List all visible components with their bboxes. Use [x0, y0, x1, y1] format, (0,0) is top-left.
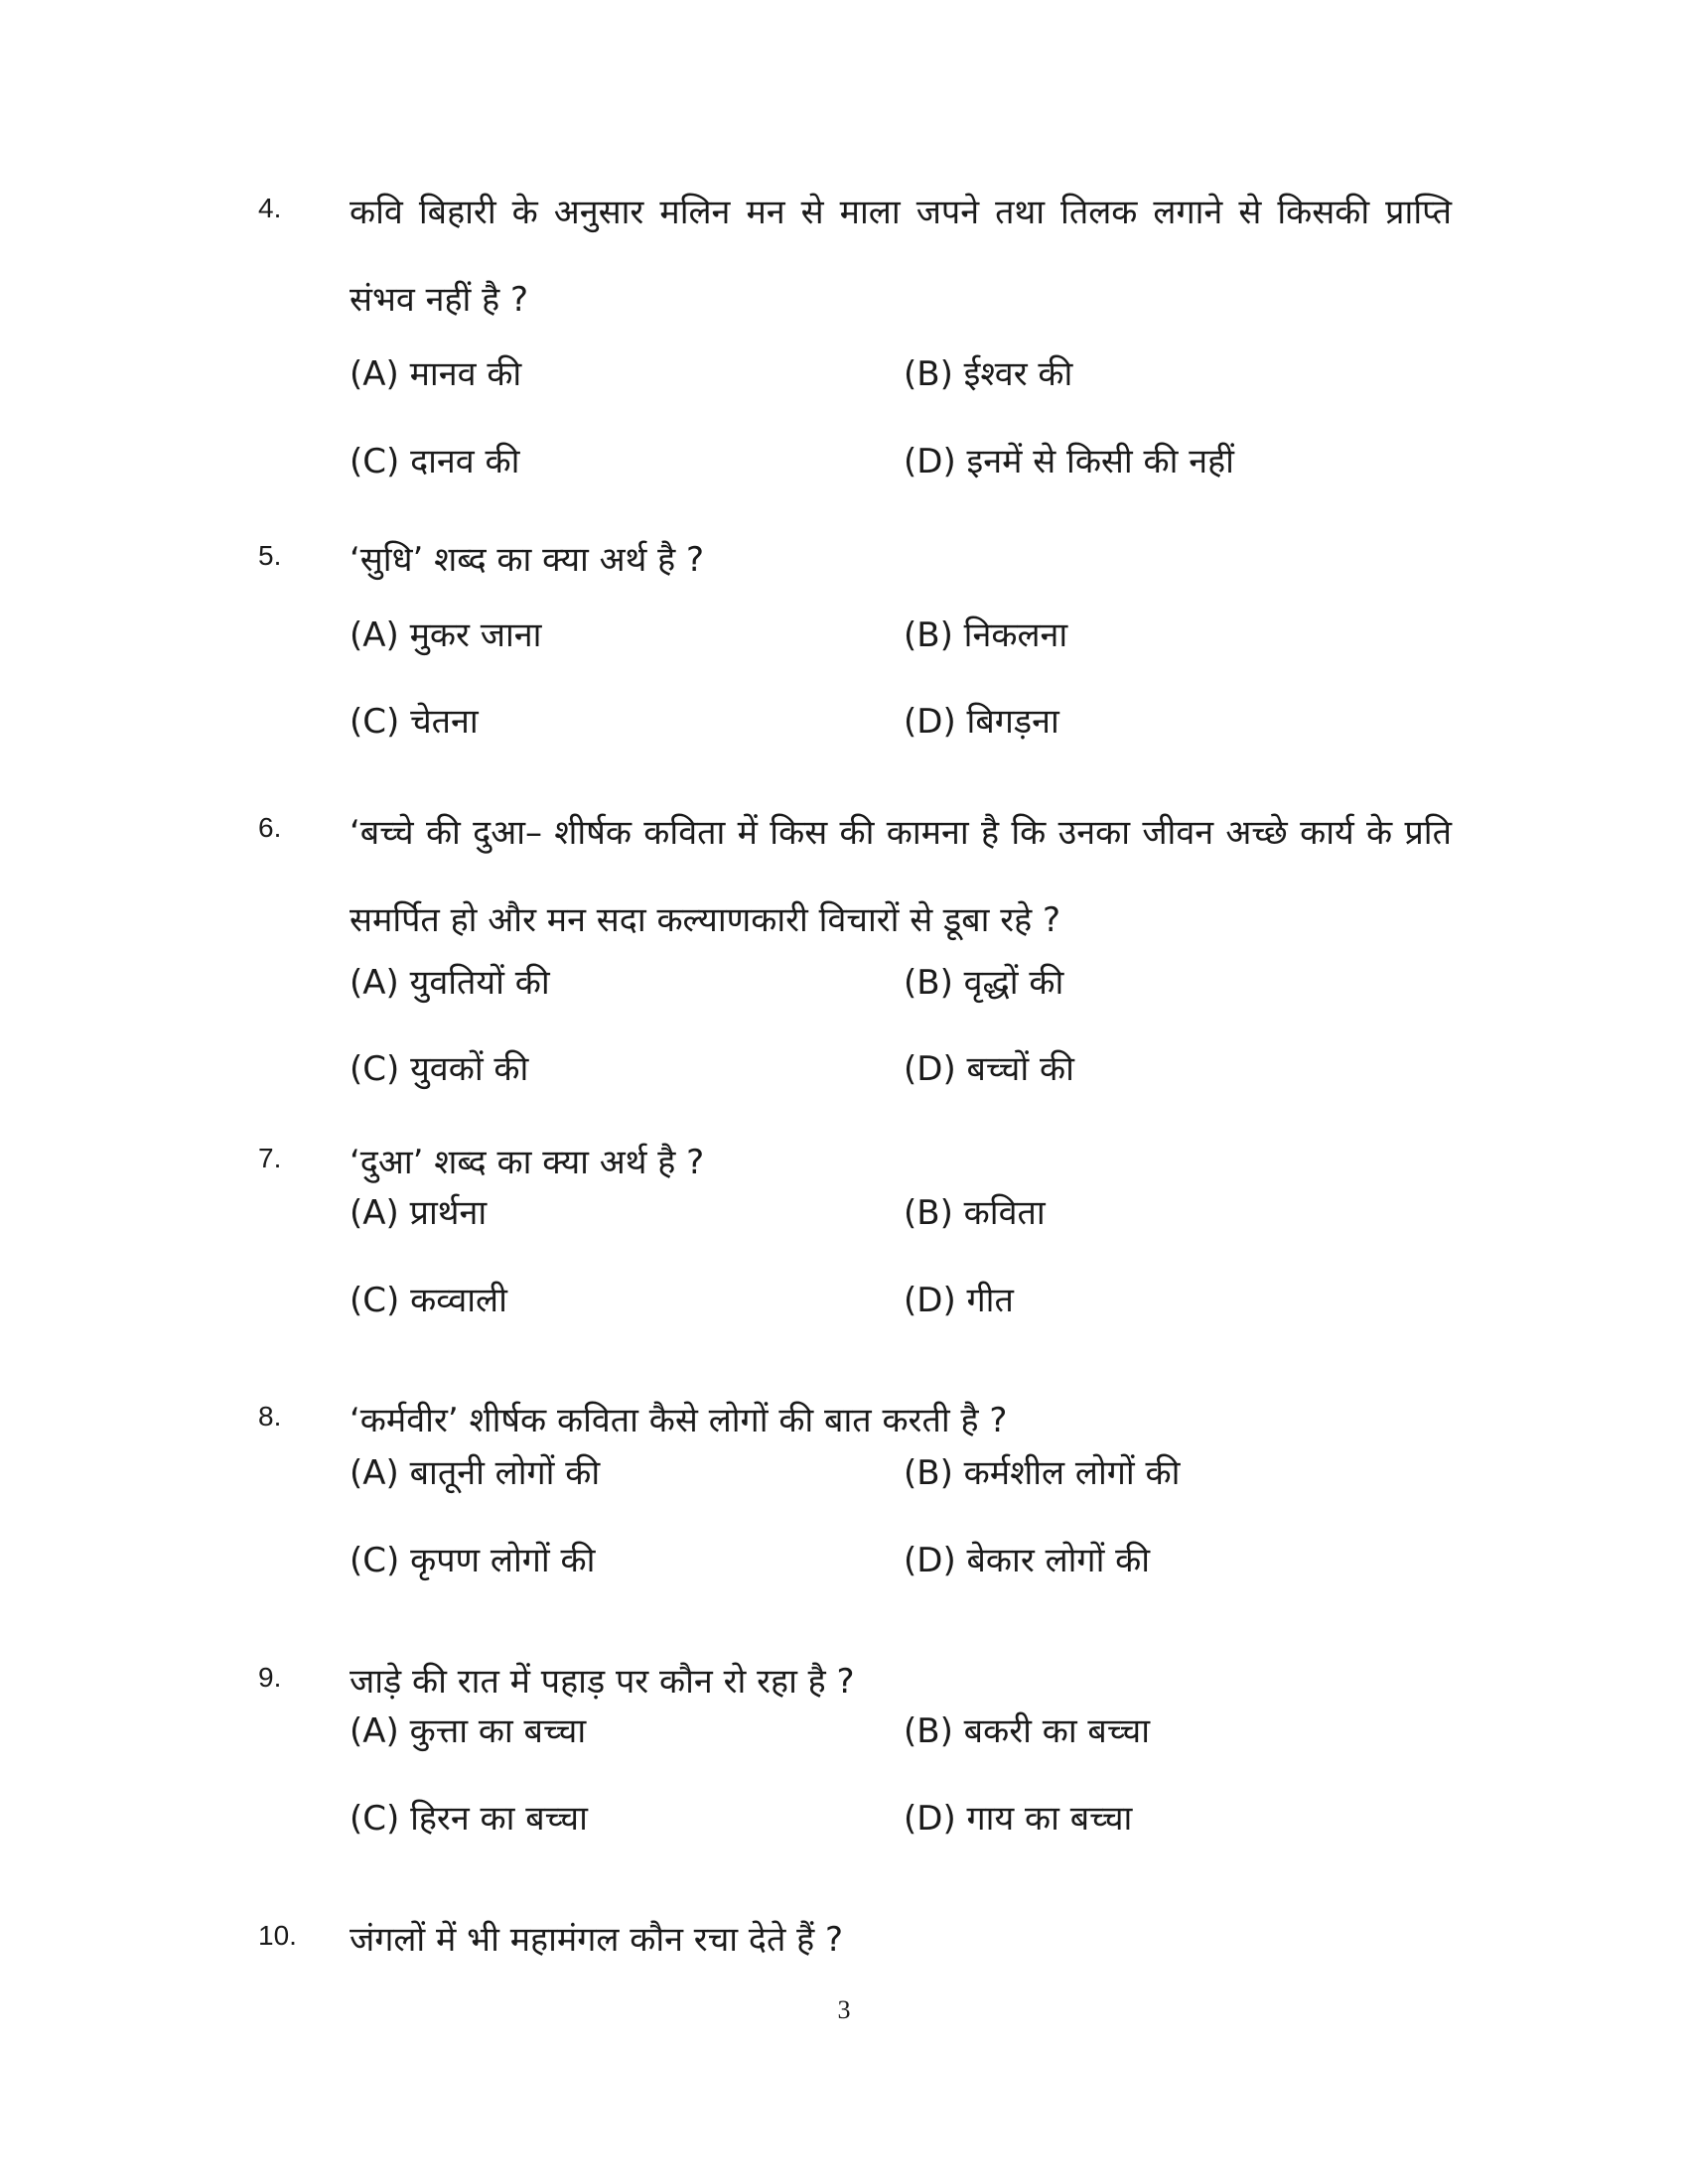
- answer-option: (C) चेतना: [350, 702, 479, 742]
- answer-option: (D) गीत: [904, 1281, 1014, 1320]
- question-text: कवि बिहारी के अनुसार मलिन मन से माला जपने तथा तिलक लगाने से किसकी प्राप्ति संभव नहीं है ?: [350, 193, 1452, 320]
- answer-option: (B) कर्मशील लोगों की: [904, 1453, 1181, 1493]
- question-text: ‘बच्चे की दुआ– शीर्षक कविता में किस की कामना है कि उनका जीवन अच्छे कार्य के प्रति समर्पित हो और मन सदा कल्याणकारी विचारों से डूबा रहे ?: [350, 813, 1452, 940]
- question-number: 6.: [258, 812, 282, 843]
- answer-option: (C) कव्वाली: [350, 1281, 507, 1320]
- answer-option: (B) कविता: [904, 1193, 1046, 1233]
- question-number: 8.: [258, 1401, 282, 1432]
- question-text: जंगलों में भी महामंगल कौन रचा देते हैं ?: [350, 1920, 844, 1960]
- answer-option: (B) बकरी का बच्चा: [904, 1711, 1151, 1751]
- question-number: 9.: [258, 1662, 282, 1693]
- answer-option: (B) ईश्वर की: [904, 354, 1073, 394]
- answer-option: (D) बिगड़ना: [904, 702, 1059, 742]
- question-text: ‘कर्मवीर’ शीर्षक कविता कैसे लोगों की बात करती है ?: [350, 1401, 1008, 1440]
- question-number: 10.: [258, 1920, 297, 1951]
- question-text: जाड़े की रात में पहाड़ पर कौन रो रहा है ?: [350, 1662, 855, 1702]
- answer-option: (D) बेकार लोगों की: [904, 1541, 1151, 1580]
- answer-option: (C) कृपण लोगों की: [350, 1541, 596, 1580]
- answer-option: (A) कुत्ता का बच्चा: [350, 1711, 587, 1751]
- question-text: ‘सुधि’ शब्द का क्या अर्थ है ?: [350, 540, 705, 580]
- answer-option: (C) हिरन का बच्चा: [350, 1799, 588, 1839]
- answer-option: (A) युवतियों की: [350, 963, 550, 1003]
- question-number: 7.: [258, 1143, 282, 1173]
- question-number: 4.: [258, 193, 282, 223]
- answer-option: (B) निकलना: [904, 615, 1068, 655]
- answer-option: (A) प्रार्थना: [350, 1193, 488, 1233]
- answer-option: (C) दानव की: [350, 442, 520, 481]
- question-number: 5.: [258, 540, 282, 571]
- page-number: 3: [837, 1995, 851, 2024]
- answer-option: (D) इनमें से किसी की नहीं: [904, 442, 1234, 481]
- question-text: ‘दुआ’ शब्द का क्या अर्थ है ?: [350, 1143, 705, 1182]
- answer-option: (A) मानव की: [350, 354, 522, 394]
- answer-option: (A) बातूनी लोगों की: [350, 1453, 601, 1493]
- answer-option: (B) वृद्धों की: [904, 963, 1064, 1003]
- answer-option: (D) गाय का बच्चा: [904, 1799, 1133, 1839]
- answer-option: (A) मुकर जाना: [350, 615, 542, 655]
- answer-option: (D) बच्चों की: [904, 1049, 1074, 1089]
- answer-option: (C) युवकों की: [350, 1049, 529, 1089]
